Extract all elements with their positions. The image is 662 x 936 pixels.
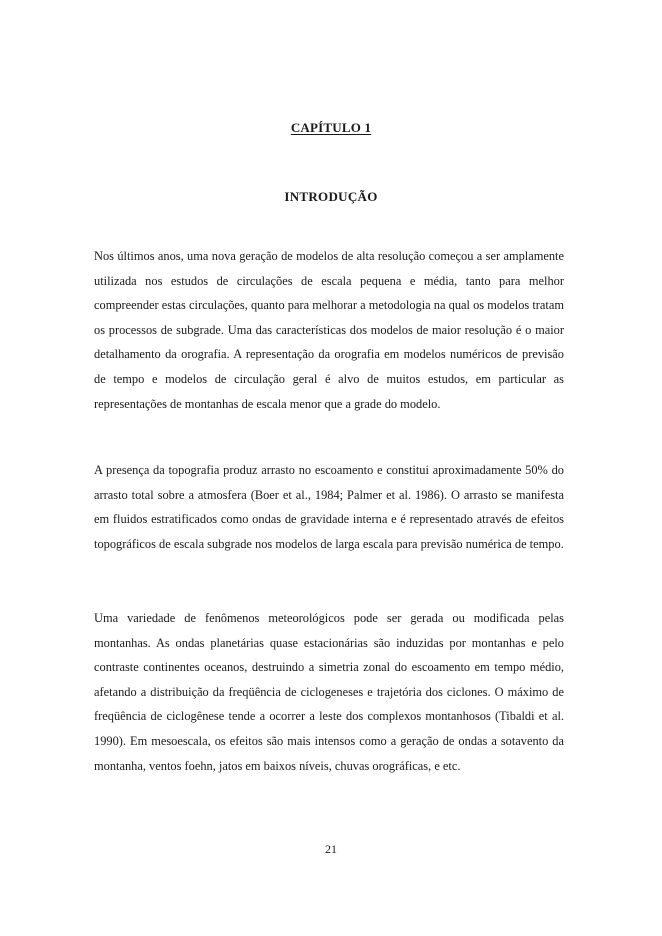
paragraph-intro: Nos últimos anos, uma nova geração de modelos de alta resolução começou a ser amplamente utilizada nos estudos de circulações de escala pequena e média, tanto para melhor compreender estas circulações, quanto para melhorar a metodologia na qual os modelos tratam os processos de subgrade. Uma das características dos modelos de maior resolução é o maior detalhamento da orografia. A representação da orografia em modelos numéricos de previsão de tempo e modelos de circulação geral é alvo de muitos estudos, em particular as representações de montanhas de escala menor que a grade do modelo. xyxy=(94,249,564,411)
section-title: INTRODUÇÃO xyxy=(284,189,378,204)
paragraph-topography-drag: A presença da topografia produz arrasto no escoamento e constitui aproximadamente 50% do arrasto total sobre a atmosfera (Boer et al., 1984; Palmer et al. 1986). O arrasto se manifesta em fluidos estratificados como ondas de gravidade interna e é representado através de efeitos topográficos de escala subgrade nos modelos de larga escala para previsão numérica de tempo. xyxy=(94,463,564,551)
page-number: 21 xyxy=(325,842,337,856)
paragraph-mountain-phenomena: Uma variedade de fenômenos meteorológicos pode ser gerada ou modificada pelas montanhas. As ondas planetárias quase estacionárias são induzidas por montanhas e pelo contraste continentes oceanos, destruindo a simetria zonal do escoamento em tempo médio, afetando a distribuição da freqüência de ciclogeneses e trajetória dos ciclones. O máximo de freqüência de ciclogênese tende a ocorrer a leste dos complexos montanhosos (Tibaldi et al. 1990). Em mesoescala, os efeitos são mais intensos como a geração de ondas a sotavento da montanha, ventos foehn, jatos em baixos níveis, chuvas orográficas, e etc. xyxy=(94,611,564,773)
chapter-heading: CAPÍTULO 1 xyxy=(290,120,372,135)
